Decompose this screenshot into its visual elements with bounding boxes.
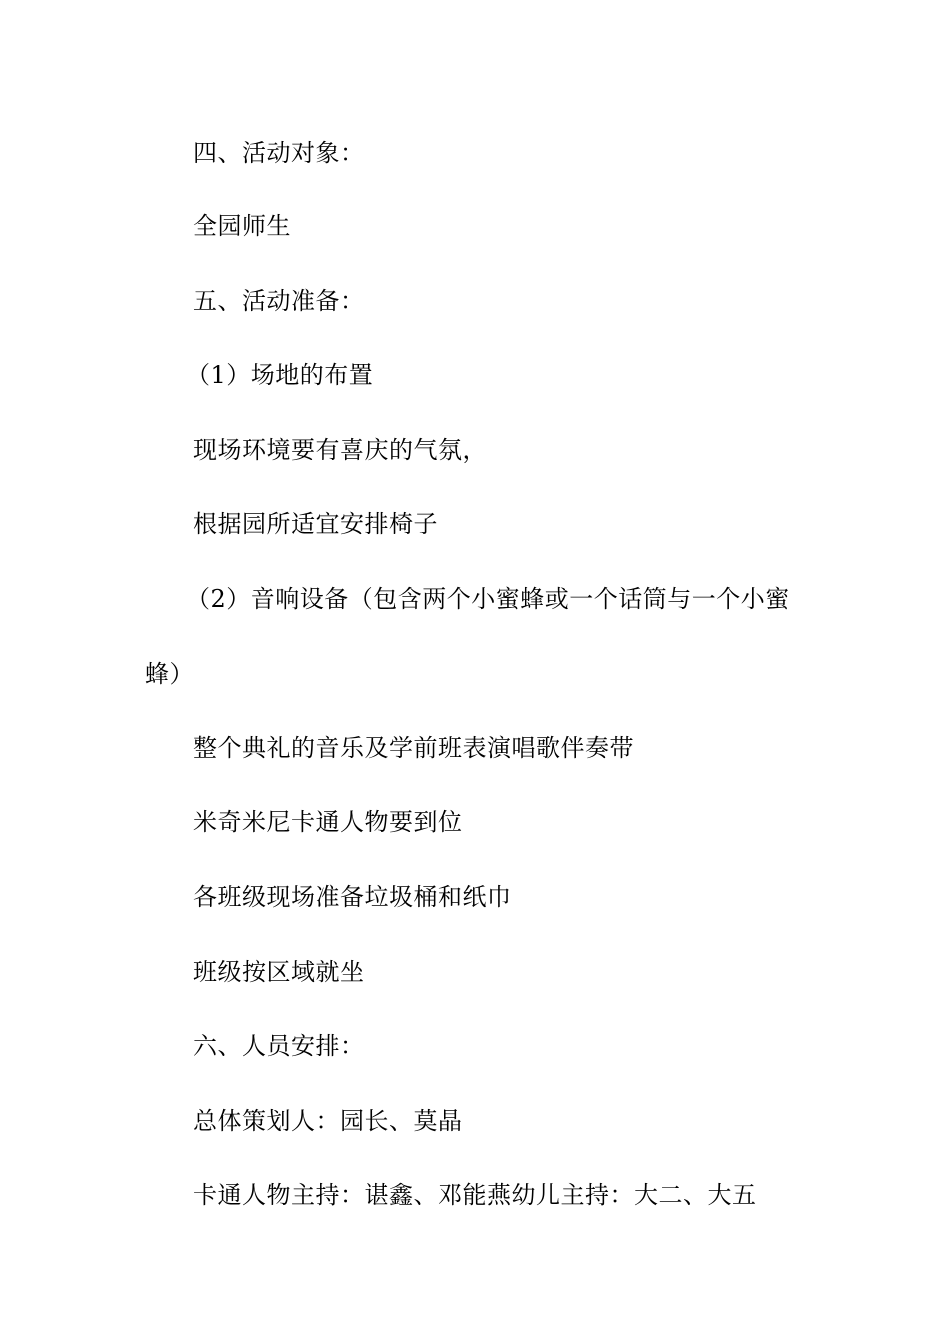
subheading-venue-layout: （1）场地的布置 [186, 361, 374, 389]
paragraph-line: 各班级现场准备垃圾桶和纸巾 [193, 883, 512, 911]
paragraph-line: 全园师生 [193, 212, 291, 240]
paragraph-line: 总体策划人：园长、莫晶 [193, 1107, 463, 1135]
section-heading-activity-preparation: 五、活动准备： [193, 287, 365, 315]
section-heading-staff-arrangement: 六、人员安排： [193, 1032, 365, 1060]
paragraph-line: 现场环境要有喜庆的气氛， [193, 436, 487, 464]
paragraph-line: 班级按区域就坐 [193, 958, 365, 986]
paragraph-line-continuation: 蜂） [145, 660, 194, 688]
paragraph-line: 米奇米尼卡通人物要到位 [193, 808, 463, 836]
subheading-audio-equipment: （2）音响设备（包含两个小蜜蜂或一个话筒与一个小蜜 [186, 585, 790, 613]
paragraph-line: 卡通人物主持：谌鑫、邓能燕幼儿主持：大二、大五 [193, 1181, 757, 1209]
section-heading-activity-target: 四、活动对象： [193, 139, 365, 167]
paragraph-line: 根据园所适宜安排椅子 [193, 510, 438, 538]
paragraph-line: 整个典礼的音乐及学前班表演唱歌伴奏带 [193, 734, 634, 762]
